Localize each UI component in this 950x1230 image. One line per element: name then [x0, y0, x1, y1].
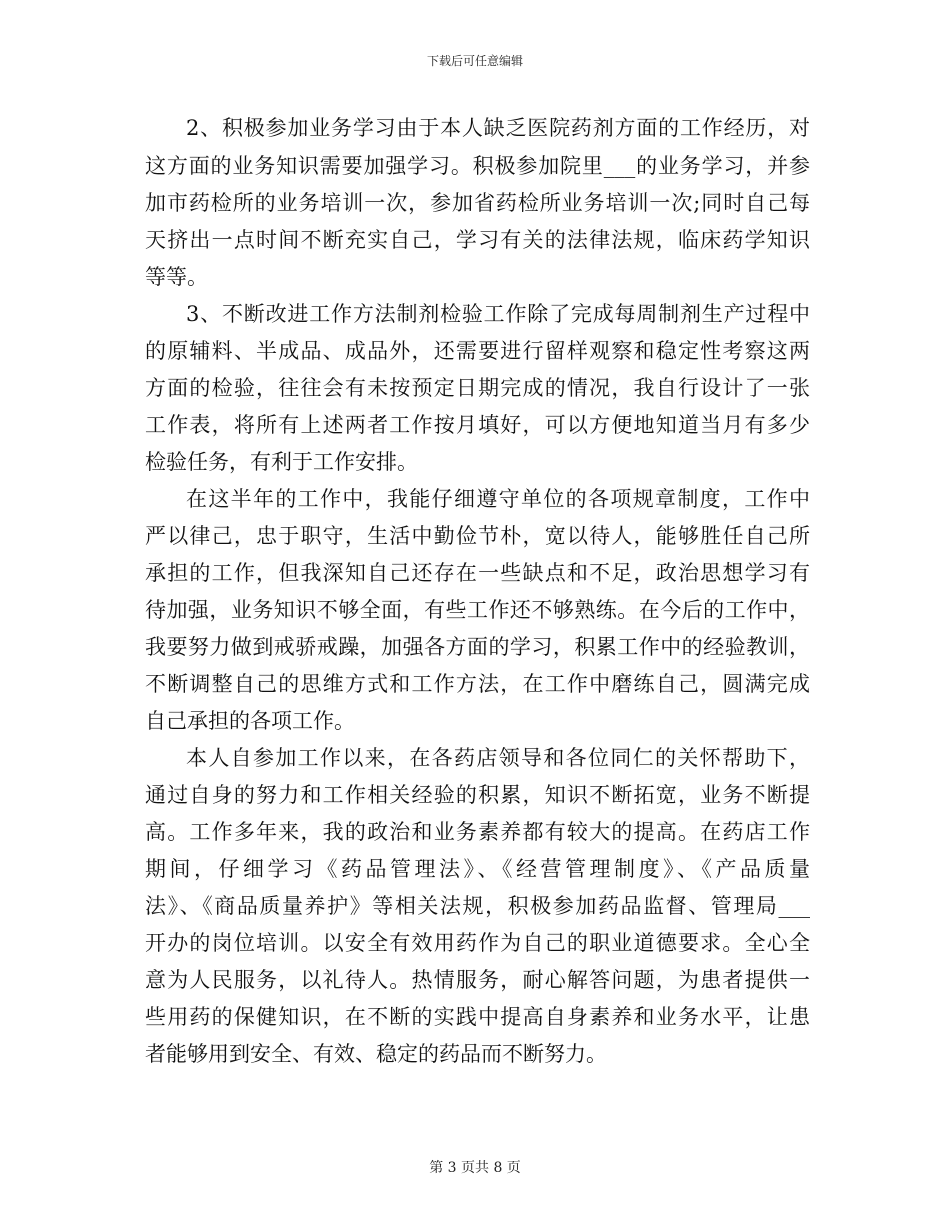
text-line: 这方面的业务知识需要加强学习。积极参加院里___的业务学习，并参: [145, 154, 810, 178]
text-line: 自己承担的各项工作。: [145, 709, 355, 733]
text-line: 意为人民服务，以礼待人。热情服务，耐心解答问题，为患者提供一: [145, 968, 810, 992]
text-line: 高。工作多年来，我的政治和业务素养都有较大的提高。在药店工作: [145, 820, 810, 844]
text-line: 天挤出一点时间不断充实自己，学习有关的法律法规，临床药学知识: [145, 228, 810, 252]
page-number: 第 3 页共 8 页: [429, 1160, 521, 1176]
text-line: 待加强，业务知识不够全面，有些工作还不够熟练。在今后的工作中，: [145, 598, 810, 622]
text-line: 承担的工作，但我深知自己还存在一些缺点和不足，政治思想学习有: [145, 561, 810, 585]
text-line: 不断调整自己的思维方式和工作方法，在工作中磨练自己，圆满完成: [145, 672, 810, 696]
text-line: 开办的岗位培训。以安全有效用药作为自己的职业道德要求。全心全: [145, 931, 810, 955]
text-line: 严以律己，忠于职守，生活中勤俭节朴，宽以待人，能够胜任自己所: [145, 524, 810, 548]
text-line: 些用药的保健知识，在不断的实践中提高自身素养和业务水平，让患: [145, 1005, 810, 1029]
text-line: 期间，仔细学习《药品管理法》、《经营管理制度》、《产品质量: [145, 857, 810, 881]
text-line: 的原辅料、半成品、成品外，还需要进行留样观察和稳定性考察这两: [145, 339, 810, 363]
text-line: 我要努力做到戒骄戒躁，加强各方面的学习，积累工作中的经验教训，: [145, 635, 810, 659]
text-line: 2、积极参加业务学习由于本人缺乏医院药剂方面的工作经历，对: [186, 116, 810, 140]
text-line: 通过自身的努力和工作相关经验的积累，知识不断拓宽，业务不断提: [145, 783, 810, 807]
text-line: 本人自参加工作以来，在各药店领导和各位同仁的关怀帮助下，: [186, 746, 810, 770]
page-header: 下载后可任意编辑: [426, 54, 523, 68]
text-line: 方面的检验，往往会有未按预定日期完成的情况，我自行设计了一张: [145, 376, 810, 400]
text-line: 在这半年的工作中，我能仔细遵守单位的各项规章制度，工作中: [186, 487, 810, 511]
text-line: 3、不断改进工作方法制剂检验工作除了完成每周制剂生产过程中: [186, 302, 810, 326]
text-line: 加市药检所的业务培训一次，参加省药检所业务培训一次;同时自己每: [145, 191, 810, 215]
text-line: 工作表，将所有上述两者工作按月填好，可以方便地知道当月有多少: [145, 413, 810, 437]
text-line: 者能够用到安全、有效、稳定的药品而不断努力。: [145, 1042, 607, 1066]
text-line: 检验任务，有利于工作安排。: [145, 450, 418, 474]
text-line: 法》、《商品质量养护》等相关法规，积极参加药品监督、管理局___: [145, 894, 810, 918]
text-line: 等等。: [145, 265, 208, 289]
